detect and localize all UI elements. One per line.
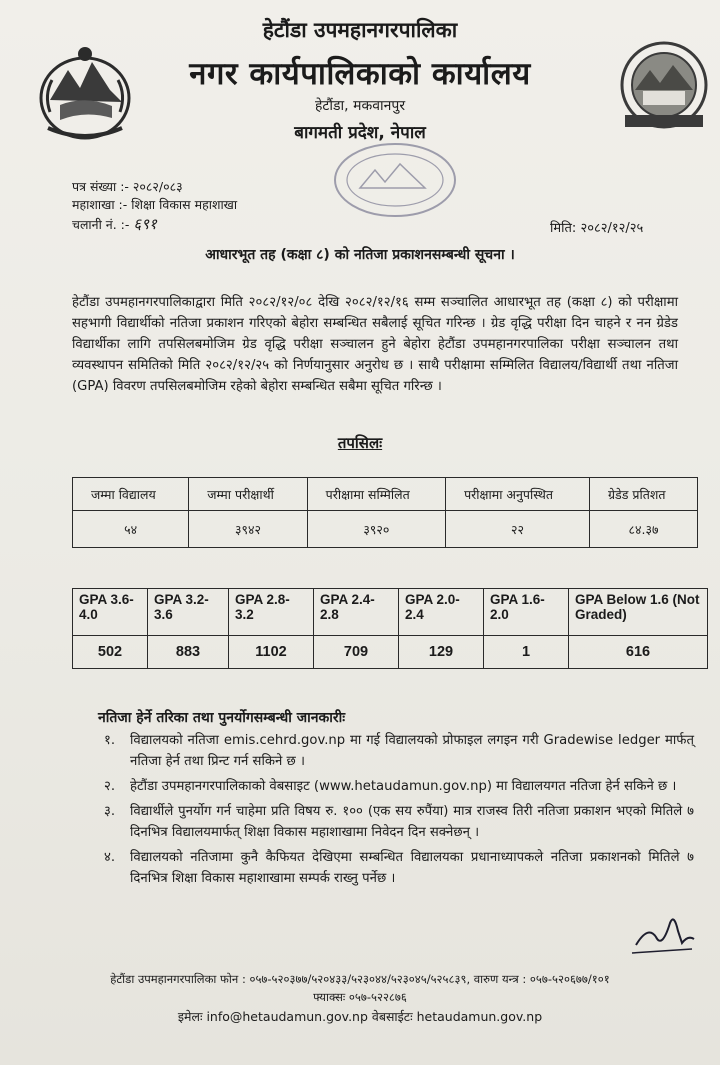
notice-subject: आधारभूत तह (कक्षा ८) को नतिजा प्रकाशनसम्बन्धी सूचना । [205,247,515,263]
office-stamp [330,140,460,220]
summary-header-cell: जम्मा विद्यालय [73,478,189,511]
info-heading: नतिजा हेर्ने तरिका तथा पुनर्योगसम्बन्धी जानकारीः [98,710,346,726]
gpa-header-cell: GPA 1.6-2.0 [484,589,569,636]
gpa-value-cell: 1 [484,636,569,669]
province-country: बागमती प्रदेश, नेपाल [294,123,426,143]
municipality-name: हेटौंडा उपमहानगरपालिका [262,18,458,42]
footer-phone: हेटौंडा उपमहानगरपालिका फोन : ०५७-५२०३७७/५२०४३३/५२३०४४/५२३०४५/५२५८३९, वारुण यन्त्र : ०५७-५२०६७७/१०१ [110,972,610,986]
notice-body: हेटौंडा उपमहानगरपालिकाद्वारा मिति २०८२/१२/०८ देखि २०८२/१२/१६ सम्म सञ्चालित आधारभूत तह (कक्षा ८) को परीक्षामा सहभागी विद्यार्थीको नतिजा प्रकाशन गरिएको बेहोरा सम्बन्धित सबैलाई सूचित गरिन्छ । ग्रेड वृद्धि परीक्षा दिन चाहने र नन ग्रेडेड विद्यार्थीका लागि तपसिलबमोजिम ग्रेड वृद्धि परीक्षा सञ्चालन हुने बेहोरा हेटौंडा उपमहानगरपालिका परीक्षा सञ्चालन तथा व्यवस्थापन समितिको मिति २०८२/१२/२५ को निर्णयानुसार अनुरोध छ । साथै परीक्षामा सम्मिलित विद्यालय/विद्यार्थी तथा नतिजा (GPA) विवरण तपसिलबमोजिम रहेको बेहोरा सम्बन्धित सबैमा सूचित गरिन्छ । [72,295,678,394]
footer-fax: फ्याक्सः ०५७-५२२८७६ [313,990,407,1004]
summary-header-cell: परीक्षामा अनुपस्थित [446,478,590,511]
list-item-text: विद्यालयको नतिजा emis.cehrd.gov.np मा गई विद्यालयको प्रोफाइल लगइन गरी Gradewise ledger मार्फत् नतिजा हेर्न तथा प्रिन्ट गर्न सकिने छ । [130,733,694,769]
list-item [104,730,694,772]
signature [628,905,698,960]
list-item-number: २. [104,779,116,794]
footer-contact: इमेलः info@hetaudamun.gov.np वेबसाईटः hetaudamun.gov.np [177,1009,543,1024]
gpa-header-cell: GPA 2.0-2.4 [399,589,484,636]
list-item-text: विद्यालयको नतिजामा कुनै कैफियत देखिएमा सम्बन्धित विद्यालयका प्रधानाध्यापकले नतिजा प्रकाशनको मितिले ७ दिनभित्र शिक्षा विकास महाशाखामा सम्पर्क राख्नु पर्नेछ । [130,850,694,886]
gpa-value-cell: 883 [148,636,229,669]
gpa-table [72,588,708,669]
summary-table [72,477,698,548]
summary-value-cell: ३९२० [307,511,445,548]
gpa-header-cell: GPA Below 1.6 (Not Graded) [569,589,708,636]
gpa-value-row [73,636,708,669]
branch: महाशाखा :- शिक्षा विकास महाशाखा [72,197,238,212]
list-item-number: १. [104,733,116,748]
list-item-text: विद्यार्थीले पुनर्योग गर्न चाहेमा प्रति विषय रु. १०० (एक सय रुपैंया) मात्र राजस्व तिरी नतिजा प्रकाशन भएको मितिले ७ दिनभित्र विद्यालयमार्फत् शिक्षा विकास महाशाखामा निवेदन दिन सक्नेछन् । [130,804,694,840]
list-item-number: ३. [104,804,116,819]
office-address: हेटौंडा, मकवानपुर [314,98,406,114]
gpa-value-cell: 709 [314,636,399,669]
notice-date: मिति: २०८२/१२/२५ [550,221,644,236]
list-item-number: ४. [104,850,116,865]
summary-value-cell: ५४ [73,511,189,548]
gpa-header-cell: GPA 3.2-3.6 [148,589,229,636]
tapasil-heading: तपसिलः [337,434,383,452]
summary-header-cell: जम्मा परीक्षार्थी [189,478,307,511]
list-item [104,847,694,889]
gpa-header-cell: GPA 3.6-4.0 [73,589,148,636]
gpa-value-cell: 129 [399,636,484,669]
summary-value-cell: ८४.३७ [589,511,697,548]
info-list [104,730,694,893]
summary-value-cell: २२ [446,511,590,548]
gpa-value-cell: 616 [569,636,708,669]
summary-value-cell: ३९४२ [189,511,307,548]
summary-header-row [73,478,698,511]
gpa-value-cell: 502 [73,636,148,669]
summary-header-cell: परीक्षामा सम्मिलित [307,478,445,511]
dispatch-number: चलानी नं. :- ६९१ [72,215,157,233]
office-name: नगर कार्यपालिकाको कार्यालय [189,56,531,92]
list-item [104,801,694,843]
list-item [104,776,694,797]
gpa-header-cell: GPA 2.8-3.2 [229,589,314,636]
list-item-text: हेटौंडा उपमहानगरपालिकाको वेबसाइट (www.hetaudamun.gov.np) मा विद्यालयगत नतिजा हेर्न सकिने छ । [130,779,677,794]
gpa-header-cell: GPA 2.4-2.8 [314,589,399,636]
summary-value-row [73,511,698,548]
gpa-header-row [73,589,708,636]
summary-header-cell: ग्रेडेड प्रतिशत [589,478,697,511]
gpa-value-cell: 1102 [229,636,314,669]
letter-number: पत्र संख्या :- २०८२/०८३ [72,179,183,194]
